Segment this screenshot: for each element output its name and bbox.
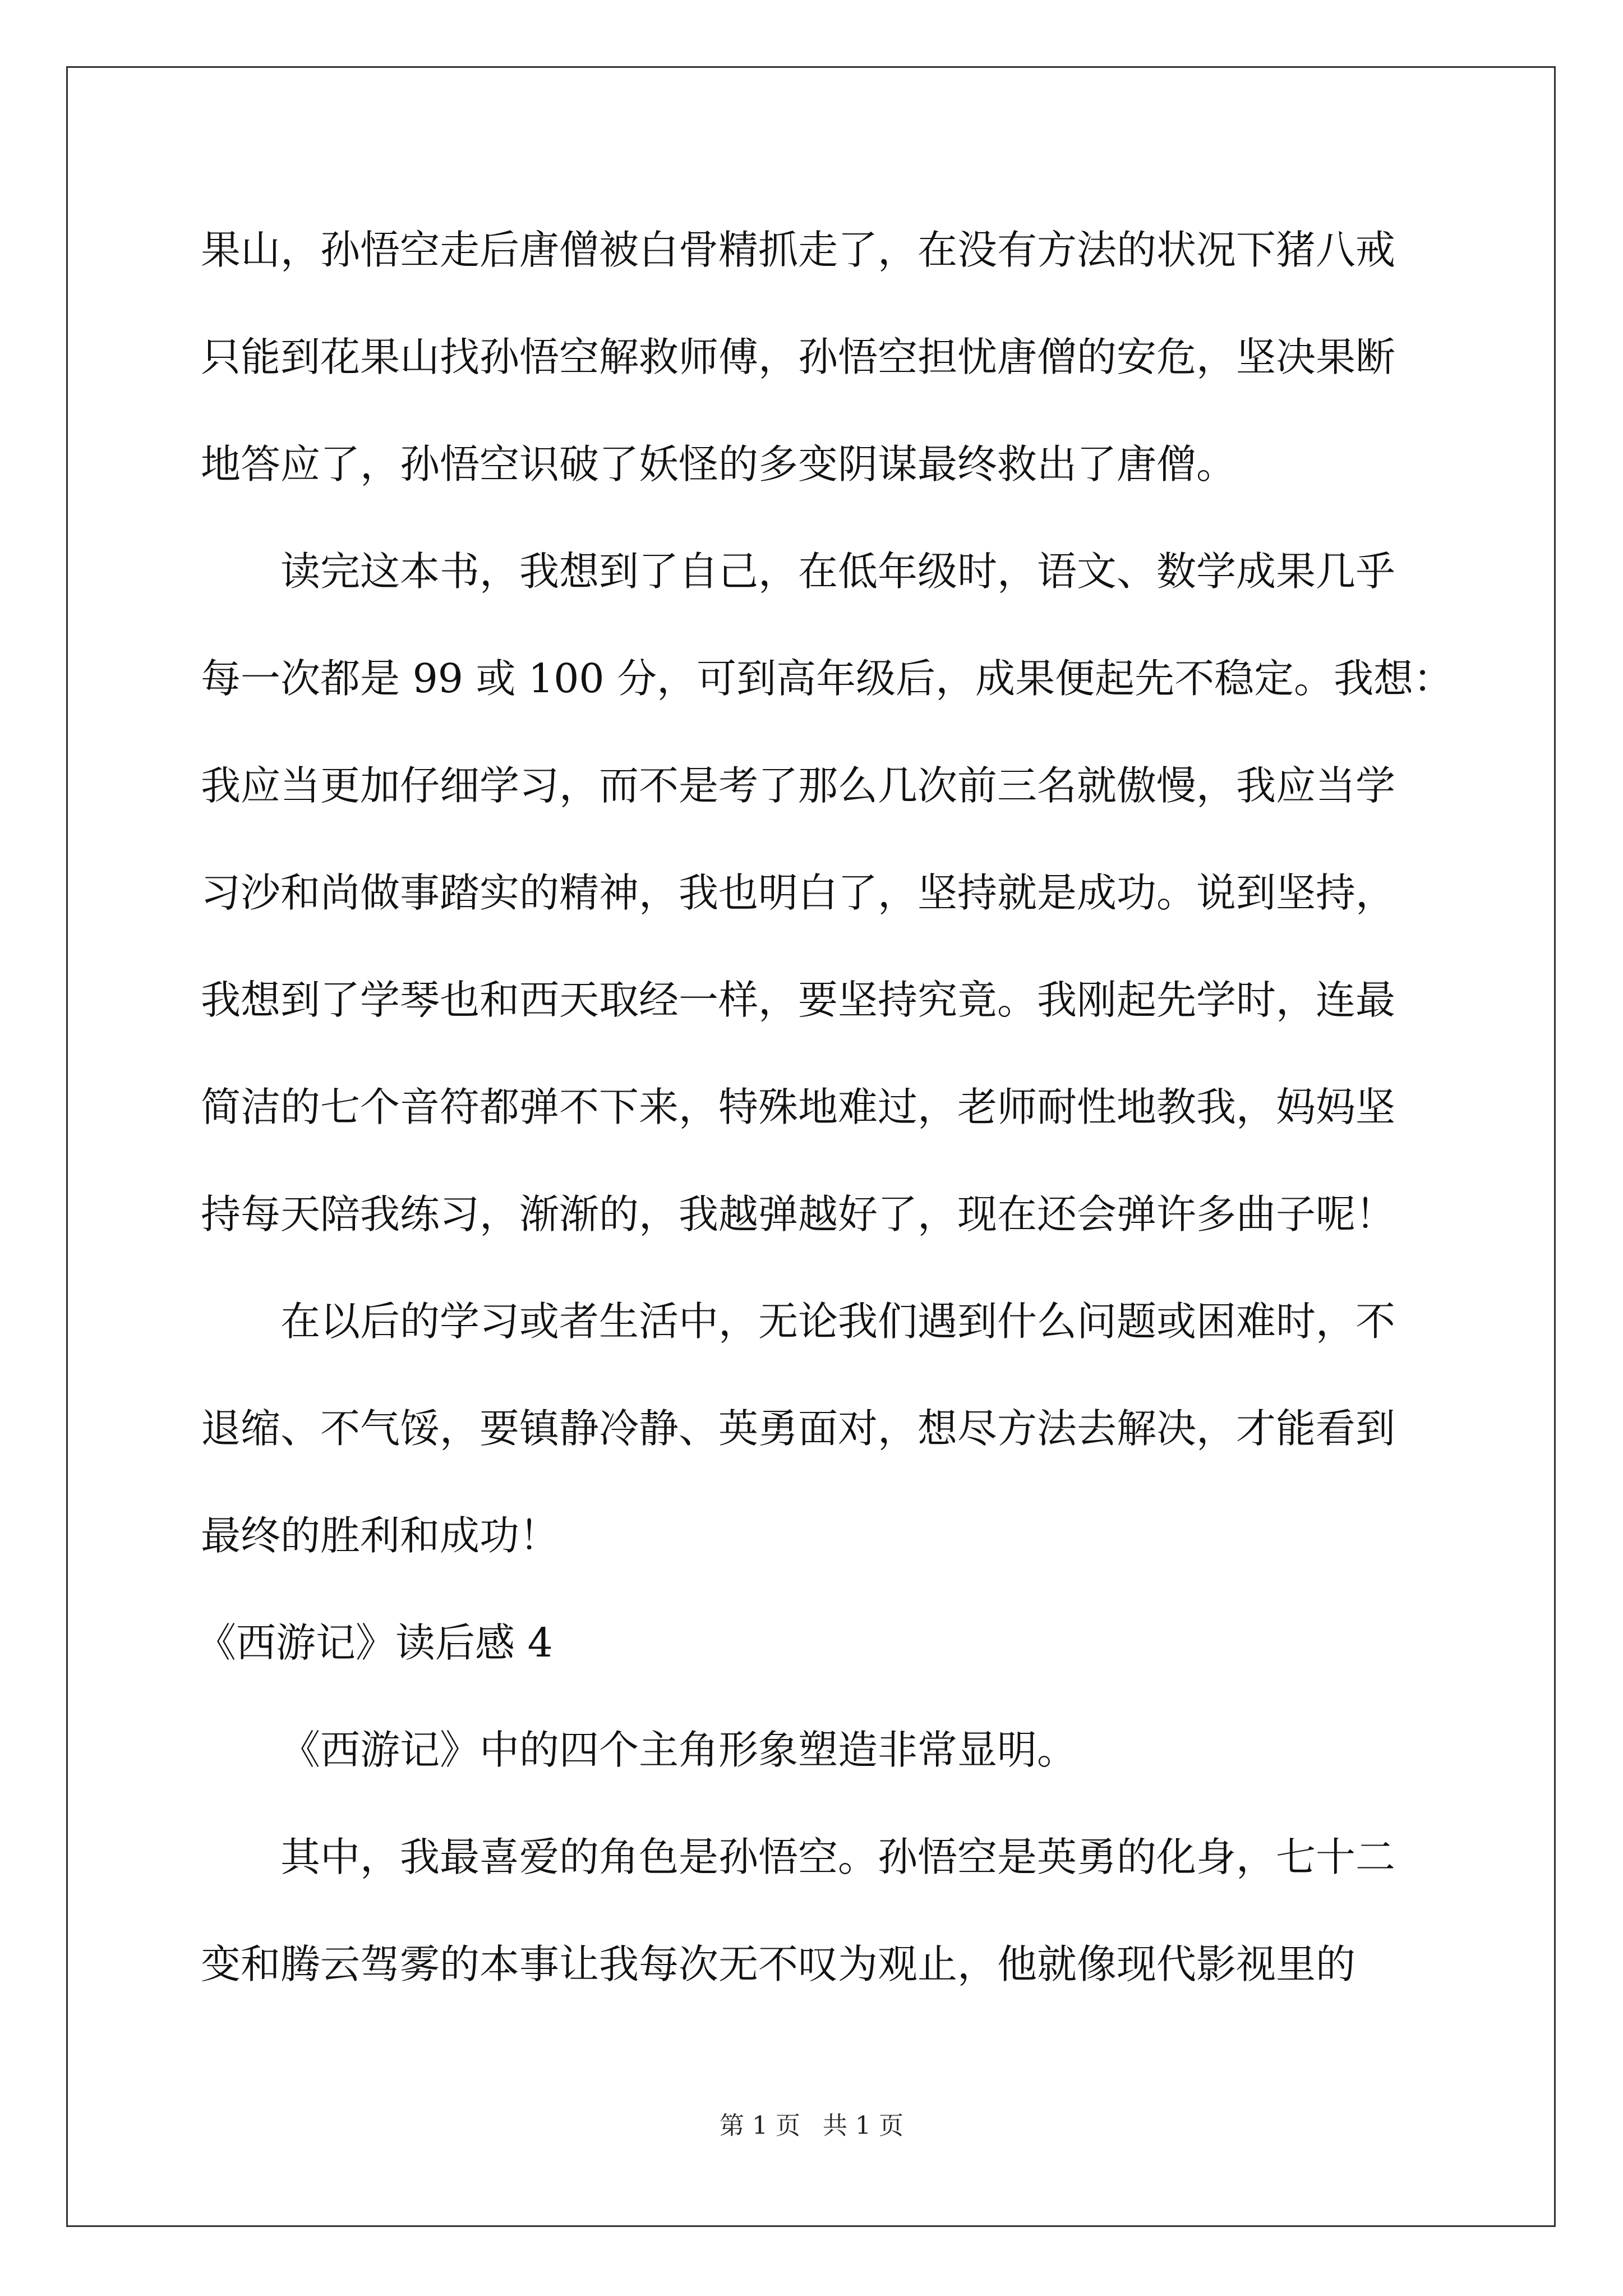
section-heading: 《西游记》读后感 4	[196, 1619, 553, 1666]
text-line: 读完这本书，我想到了自己，在低年级时，语文、数学成果几乎	[280, 548, 1396, 595]
text-line: 《西游记》中的四个主角形象塑造非常显明。	[280, 1727, 1077, 1773]
text-line: 其中，我最喜爱的角色是孙悟空。孙悟空是英勇的化身，七十二	[280, 1834, 1396, 1880]
page-number-total: 共 1 页	[823, 2111, 903, 2140]
text-line: 我想到了学琴也和西天取经一样，要坚持究竟。我刚起先学时，连最	[201, 977, 1396, 1023]
text-line: 习沙和尚做事踏实的精神，我也明白了，坚持就是成功。说到坚持，	[201, 869, 1396, 916]
text-line: 变和腾云驾雾的本事让我每次无不叹为观止，他就像现代影视里的	[201, 1941, 1356, 1987]
text-line: 持每天陪我练习，渐渐的，我越弹越好了，现在还会弹许多曲子呢！	[201, 1191, 1396, 1237]
text-line: 只能到花果山找孙悟空解救师傅，孙悟空担忧唐僧的安危，坚决果断	[201, 334, 1396, 380]
text-line: 退缩、不气馁，要镇静冷静、英勇面对，想尽方法去解决，才能看到	[201, 1405, 1396, 1452]
text-line: 在以后的学习或者生活中，无论我们遇到什么问题或困难时，不	[280, 1298, 1396, 1345]
text-line: 果山，孙悟空走后唐僧被白骨精抓走了，在没有方法的状况下猪八戒	[201, 227, 1396, 273]
text-line: 简洁的七个音符都弹不下来，特殊地难过，老师耐性地教我，妈妈坚	[201, 1084, 1396, 1130]
page-footer	[0, 2109, 1623, 2143]
text-line: 地答应了，孙悟空识破了妖怪的多变阴谋最终救出了唐僧。	[201, 441, 1237, 487]
document-body	[196, 219, 1454, 2040]
text-line: 我应当更加仔细学习，而不是考了那么几次前三名就傲慢，我应当学	[201, 762, 1396, 809]
text-line: 每一次都是 99 或 100 分，可到高年级后，成果便起先不稳定。我想：	[201, 655, 1454, 702]
page-number-current: 第 1 页	[720, 2111, 800, 2140]
text-line: 最终的胜利和成功！	[201, 1512, 560, 1559]
